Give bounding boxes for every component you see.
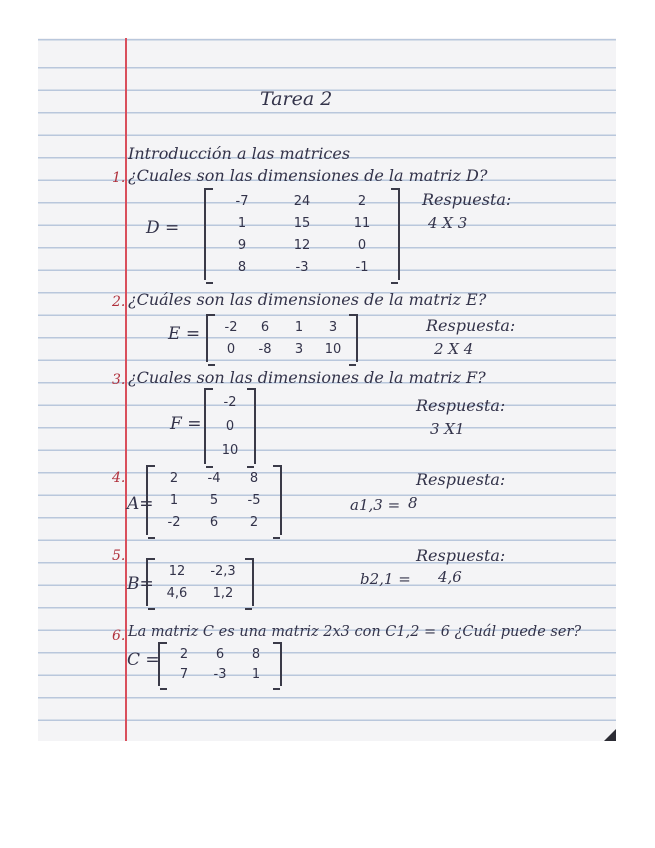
matrix-cell: -3: [295, 259, 309, 275]
matrix-cell: 5: [209, 492, 219, 508]
q5-answer-label: Respuesta:: [416, 546, 506, 565]
matrix-cell: -2,3: [210, 563, 236, 579]
q4-label: A=: [127, 494, 154, 514]
matrix-cell: 1: [294, 319, 304, 335]
q1-answer: 4 X 3: [428, 214, 468, 232]
q5-element: b2,1 =: [360, 570, 411, 588]
matrix-cell: -2: [167, 514, 181, 530]
matrix-cell: -3: [213, 666, 227, 682]
matrix-cell: 10: [221, 442, 239, 458]
matrix-cell: 8: [249, 470, 259, 486]
q2-label: E =: [168, 324, 201, 344]
matrix-cell: 0: [357, 237, 367, 253]
matrix-cell: 0: [225, 418, 235, 434]
matrix-cell: 6: [260, 319, 270, 335]
matrix-cell: 15: [293, 215, 311, 231]
matrix-cell: -4: [207, 470, 221, 486]
q2-question: ¿Cuáles son las dimensiones de la matriz E?: [128, 290, 487, 309]
q1-answer-label: Respuesta:: [422, 190, 512, 209]
matrix-cell: 2: [357, 193, 367, 209]
q2-answer-label: Respuesta:: [426, 316, 516, 335]
q1-number: 1.: [112, 170, 126, 186]
subtitle: Introducción a las matrices: [128, 144, 351, 163]
matrix-cell: 1: [169, 492, 179, 508]
matrix-cell: 6: [209, 514, 219, 530]
q3-answer-label: Respuesta:: [416, 396, 506, 415]
matrix-cell: -8: [258, 341, 272, 357]
matrix-cell: 0: [226, 341, 236, 357]
matrix-a: [146, 465, 282, 535]
matrix-e: [206, 314, 358, 362]
q6-label: C =: [127, 650, 160, 670]
q4-element: a1,3 =: [350, 496, 401, 514]
notebook-page: [38, 38, 616, 741]
q4-answer-label: Respuesta:: [416, 470, 506, 489]
matrix-cell: 3: [328, 319, 338, 335]
matrix-cell: 8: [251, 646, 261, 662]
matrix-cell: 4,6: [166, 585, 188, 601]
q3-question: ¿Cuales son las dimensiones de la matriz F?: [128, 368, 486, 387]
matrix-cell: -2: [223, 394, 237, 410]
matrix-cell: 2: [249, 514, 259, 530]
matrix-cell: -7: [235, 193, 249, 209]
q6-question: La matriz C es una matriz 2x3 con C1,2 = 6 ¿Cuál puede ser?: [128, 624, 582, 640]
matrix-b: [146, 558, 254, 606]
matrix-cell: 10: [324, 341, 342, 357]
matrix-cell: 2: [179, 646, 189, 662]
matrix-f: [204, 388, 256, 464]
matrix-cell: 1: [251, 666, 261, 682]
matrix-cell: -1: [355, 259, 369, 275]
matrix-c: [158, 642, 282, 686]
matrix-cell: 3: [294, 341, 304, 357]
q3-label: F =: [170, 414, 202, 434]
matrix-cell: 11: [353, 215, 371, 231]
page-title: Tarea 2: [260, 88, 333, 110]
matrix-cell: 8: [237, 259, 247, 275]
q5-label: B=: [127, 574, 154, 594]
q3-answer: 3 X1: [430, 420, 465, 438]
q2-answer: 2 X 4: [434, 340, 474, 358]
matrix-cell: 7: [179, 666, 189, 682]
matrix-d: [204, 188, 400, 280]
q3-number: 3.: [112, 372, 126, 388]
matrix-cell: 1: [237, 215, 247, 231]
q1-label: D =: [146, 218, 180, 238]
matrix-cell: 12: [168, 563, 186, 579]
q5-number: 5.: [112, 548, 126, 564]
matrix-cell: 1,2: [212, 585, 234, 601]
matrix-cell: 6: [215, 646, 225, 662]
matrix-cell: -5: [247, 492, 261, 508]
q2-number: 2.: [112, 294, 126, 310]
q1-question: ¿Cuales son las dimensiones de la matriz D?: [128, 166, 488, 185]
matrix-cell: 2: [169, 470, 179, 486]
matrix-cell: -2: [224, 319, 238, 335]
matrix-cell: 12: [293, 237, 311, 253]
q4-number: 4.: [112, 470, 126, 486]
matrix-cell: 9: [237, 237, 247, 253]
matrix-cell: 24: [293, 193, 311, 209]
q6-number: 6.: [112, 628, 126, 644]
q5-answer: 4,6: [438, 568, 462, 586]
q4-answer: 8: [408, 494, 418, 512]
